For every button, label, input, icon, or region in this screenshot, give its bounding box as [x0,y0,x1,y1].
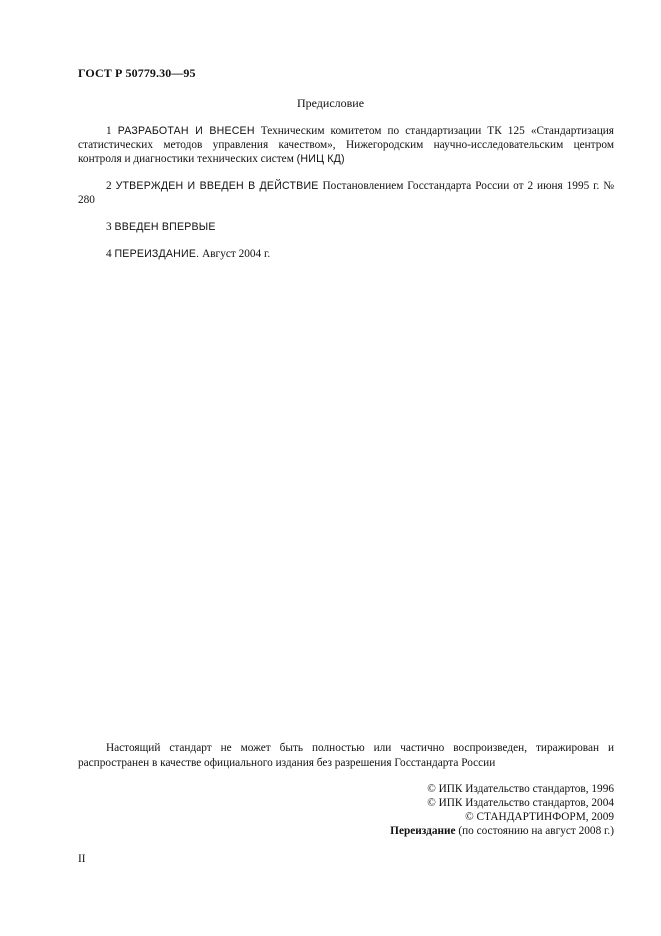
item-lead: ПЕРЕИЗДАНИЕ. [114,248,200,260]
item-lead: ВВЕДЕН ВПЕРВЫЕ [114,221,216,233]
item-text: Постановлением Госстандарта России от 2 июня 1995 г. № 280 [78,180,615,206]
copyright-line: © ИПК Издательство стандартов, 1996 [427,783,614,795]
foreword-item-3 [78,220,614,234]
foreword-item-4 [78,247,614,261]
item-number: 2 [106,180,112,192]
foreword-item-1 [78,124,614,166]
page-number: II [78,853,86,865]
item-number: 3 [106,221,112,233]
reproduction-notice: Настоящий стандарт не может быть полностью или частично воспроизведен, тиражирован и распространен в качестве официального издания без разрешения Госстандарта России [78,742,614,769]
standard-code-header: ГОСТ Р 50779.30—95 [78,66,196,80]
foreword-body [78,124,614,274]
item-text: Август 2004 г. [202,248,271,260]
copyright-line: © ИПК Издательство стандартов, 2004 [427,797,614,809]
reissue-label: Переиздание [390,825,456,837]
item-number: 4 [106,248,112,260]
item-tail: (НИЦ КД) [296,153,345,165]
item-lead: УТВЕРЖДЕН И ВВЕДЕН В ДЕЙСТВИЕ [115,180,319,192]
reissue-note: (по состоянию на август 2008 г.) [458,825,614,837]
reissue-line [390,824,614,838]
copyright-line: © СТАНДАРТИНФОРМ, 2009 [465,811,614,823]
foreword-item-2 [78,179,614,207]
item-text: Техническим комитетом по стандартизации ТК 125 «Стандартизация статистических методов управления качеством», Нижегородским научно-исследовательским центром контроля и диагностики технических систем [78,125,614,165]
item-lead: РАЗРАБОТАН И ВНЕСЕН [117,125,255,137]
item-number: 1 [106,125,112,137]
foreword-title: Предисловие [296,96,365,110]
copyright-block [390,782,614,838]
